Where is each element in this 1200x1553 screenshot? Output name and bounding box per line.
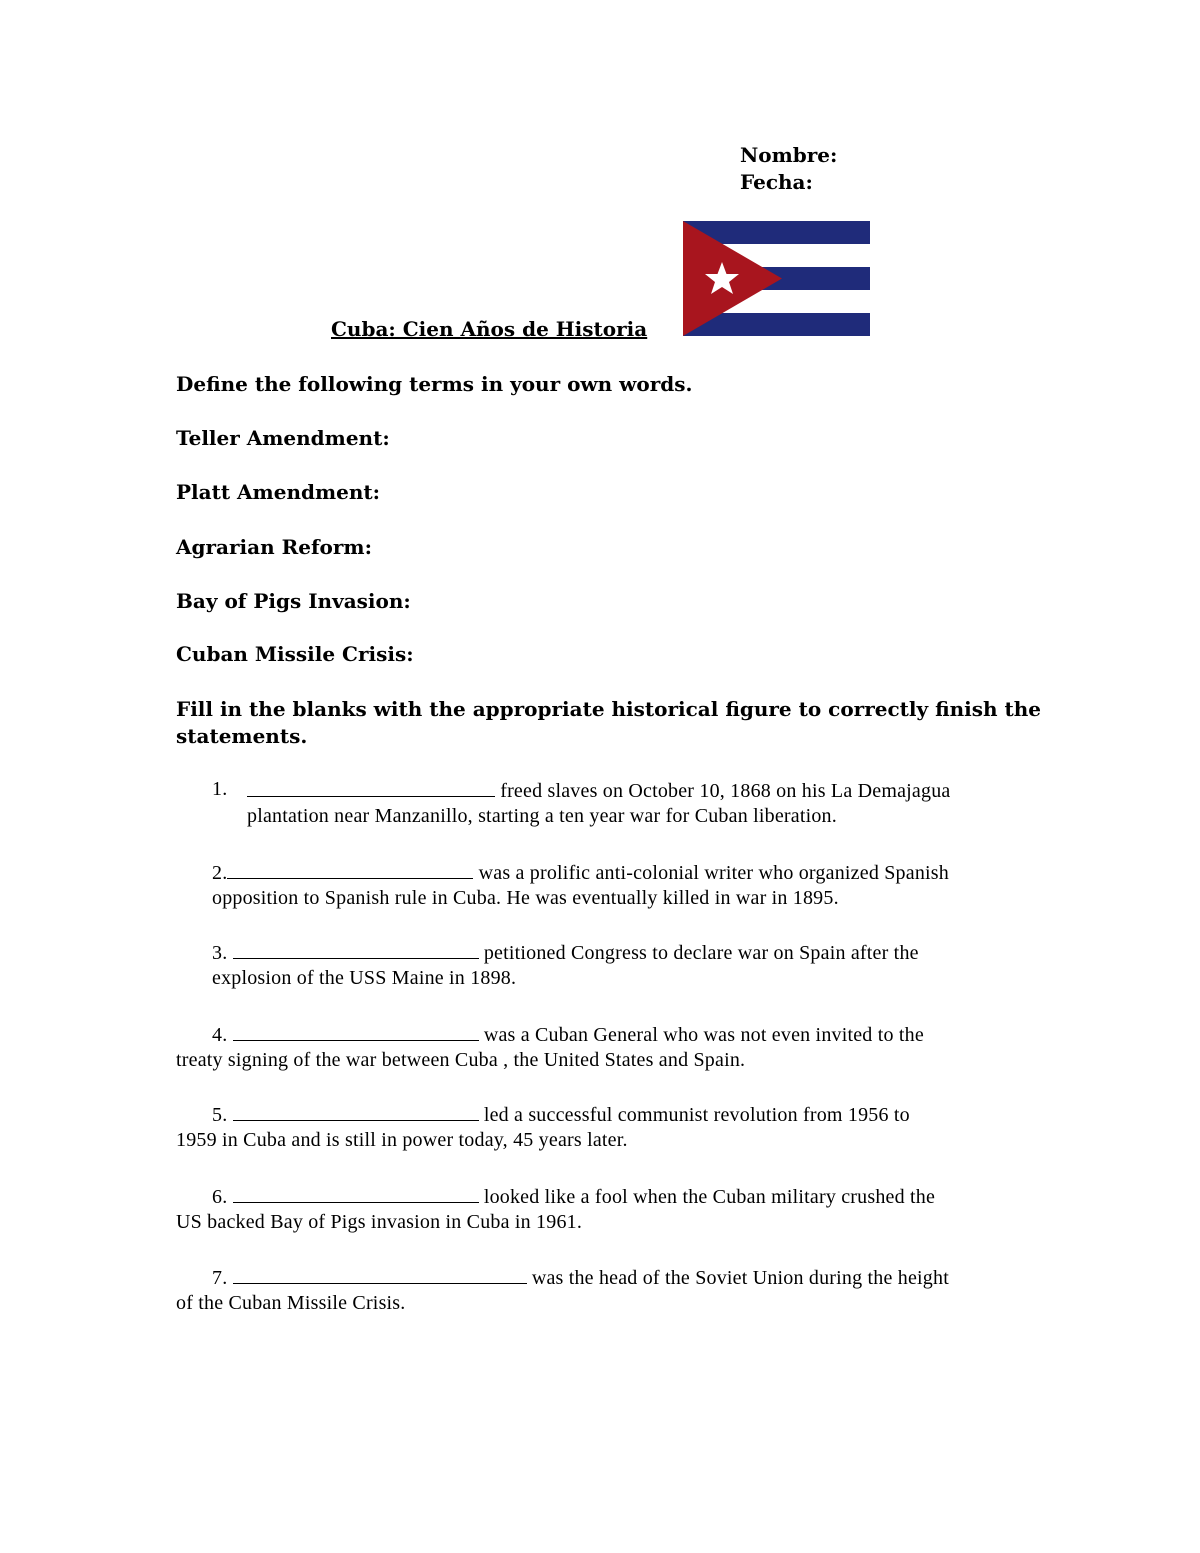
answer-blank-5[interactable] (233, 1100, 479, 1121)
date-label: Fecha: (740, 170, 813, 194)
list-item-continued: US backed Bay of Pigs invasion in Cuba in 1961. (176, 1211, 583, 1233)
list-item (212, 1182, 935, 1211)
definitions-instruction: Define the following terms in your own words. (176, 372, 693, 396)
item-text: was a prolific anti-colonial writer who organized Spanish (478, 862, 949, 884)
item-number: 4. (212, 1024, 228, 1046)
list-item (212, 776, 227, 803)
answer-blank-7[interactable] (233, 1263, 527, 1284)
item-text: freed slaves on October 10, 1868 on his La Demajagua (500, 780, 951, 802)
list-item-continued: plantation near Manzanillo, starting a ten year war for Cuban liberation. (247, 805, 837, 827)
term-platt-amendment: Platt Amendment: (176, 480, 381, 504)
answer-blank-2[interactable] (227, 858, 473, 879)
answer-blank-4[interactable] (233, 1020, 479, 1041)
list-item (212, 858, 949, 887)
list-item (212, 1263, 949, 1292)
item-text: looked like a fool when the Cuban military crushed the (483, 1186, 936, 1208)
cuba-flag-image (683, 221, 870, 336)
item-number: 1. (212, 778, 228, 800)
item-text: was the head of the Soviet Union during the height (531, 1267, 949, 1289)
item-number: 5. (212, 1104, 228, 1126)
list-item-continued: 1959 in Cuba and is still in power today, 45 years later. (176, 1129, 628, 1151)
list-item-continued: treaty signing of the war between Cuba , the United States and Spain. (176, 1049, 746, 1071)
list-item (247, 776, 950, 805)
list-item-continued: explosion of the USS Maine in 1898. (212, 967, 517, 989)
list-item-continued: opposition to Spanish rule in Cuba. He was eventually killed in war in 1895. (212, 887, 839, 909)
item-text: petitioned Congress to declare war on Spain after the (483, 942, 919, 964)
term-missile-crisis: Cuban Missile Crisis: (176, 642, 414, 666)
list-item (212, 938, 919, 967)
term-teller-amendment: Teller Amendment: (176, 426, 390, 450)
answer-blank-3[interactable] (233, 938, 479, 959)
term-bay-of-pigs: Bay of Pigs Invasion: (176, 589, 411, 613)
name-label: Nombre: (740, 143, 838, 167)
fill-in-instruction-line2: statements. (176, 724, 308, 748)
item-number: 2. (212, 862, 228, 884)
item-number: 6. (212, 1186, 228, 1208)
fill-in-instruction-line1: Fill in the blanks with the appropriate historical figure to correctly finish the (176, 697, 1042, 721)
list-item (212, 1100, 910, 1129)
item-number: 7. (212, 1267, 228, 1289)
term-agrarian-reform: Agrarian Reform: (176, 535, 372, 559)
item-text: was a Cuban General who was not even invited to the (483, 1024, 924, 1046)
answer-blank-6[interactable] (233, 1182, 479, 1203)
list-item-continued: of the Cuban Missile Crisis. (176, 1292, 406, 1314)
item-text: led a successful communist revolution from 1956 to (483, 1104, 910, 1126)
item-number: 3. (212, 942, 228, 964)
page-title: Cuba: Cien Años de Historia (331, 317, 648, 341)
list-item (212, 1020, 924, 1049)
answer-blank-1[interactable] (247, 776, 495, 797)
